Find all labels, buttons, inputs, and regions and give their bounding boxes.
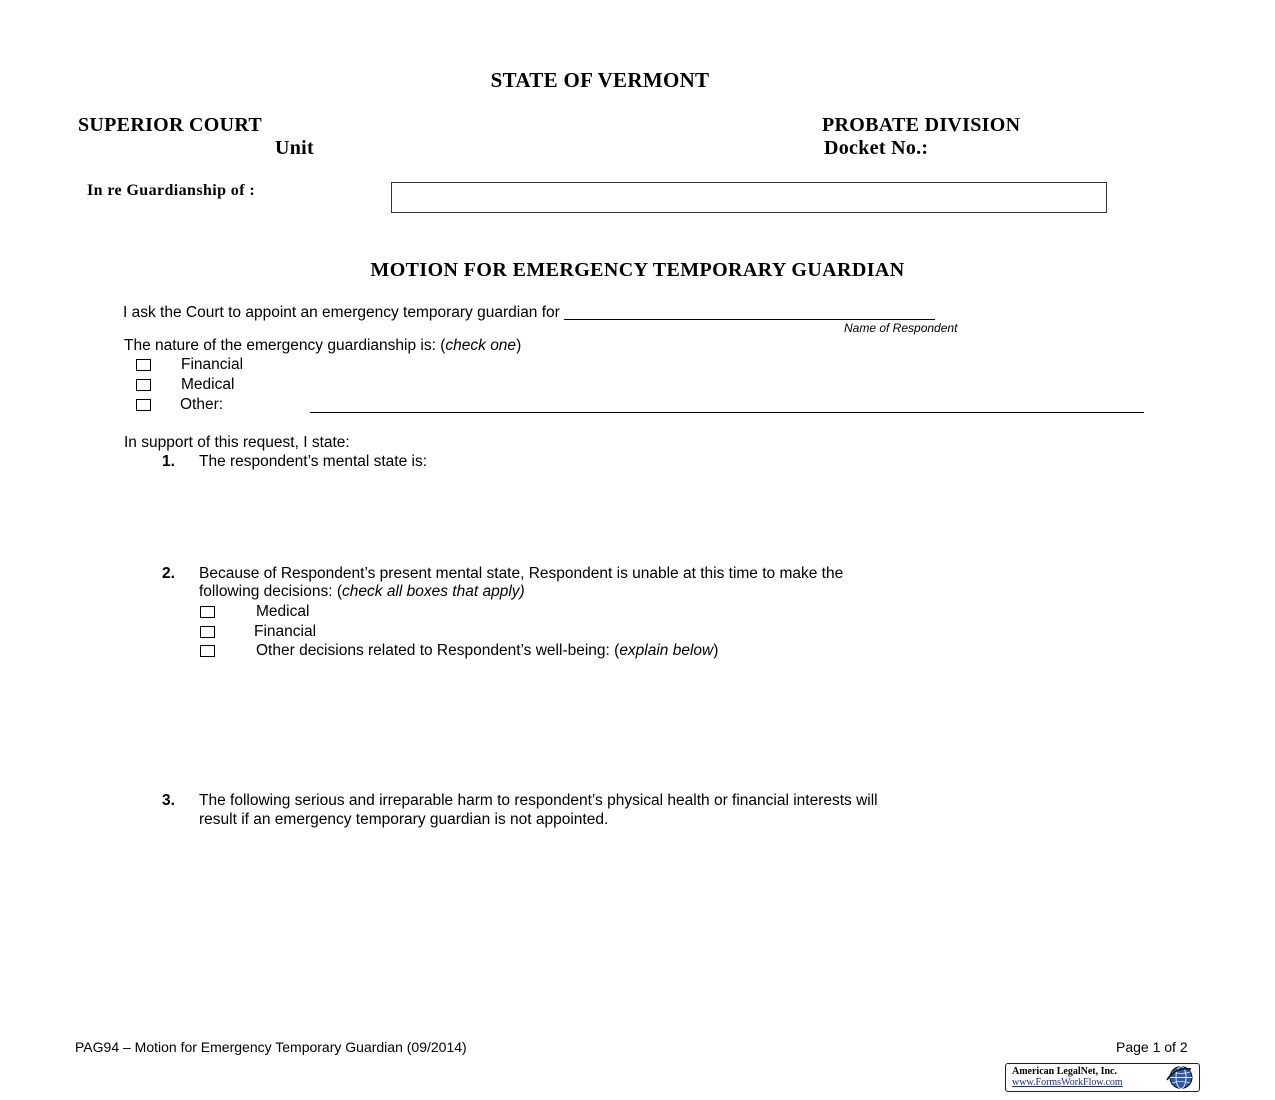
publisher-logo[interactable] <box>1005 1063 1200 1092</box>
item-2-number: 2. <box>162 565 175 582</box>
financial-option-label: Financial <box>181 356 244 373</box>
financial-checkbox[interactable] <box>136 359 151 371</box>
nature-hint: check one <box>445 337 517 354</box>
item-1-text: The respondent’s mental state is: <box>199 453 428 470</box>
decision-other-checkbox[interactable] <box>200 645 215 657</box>
nature-text: The nature of the emergency guardianship is: ( <box>124 337 446 354</box>
request-text <box>123 304 935 322</box>
publisher-name: American LegalNet, Inc. <box>1012 1066 1117 1077</box>
decision-other-close: ) <box>713 642 719 659</box>
item-2-line-2-text: following decisions: ( <box>199 583 343 600</box>
state-heading: STATE OF VERMONT <box>490 68 710 92</box>
page-number: Page 1 of 2 <box>1116 1039 1188 1055</box>
medical-option-label: Medical <box>181 376 235 393</box>
item-3-number: 3. <box>162 792 175 809</box>
decision-other-explain: explain below <box>619 642 714 659</box>
division-name: PROBATE DIVISION <box>822 114 1021 136</box>
request-sentence: I ask the Court to appoint an emergency temporary guardian for <box>123 304 560 321</box>
globe-icon <box>1163 1065 1197 1090</box>
other-option-label: Other: <box>180 396 224 413</box>
decision-medical-checkbox[interactable] <box>200 606 215 618</box>
respondent-name-blank[interactable]: ___________________________________________ <box>564 304 935 321</box>
decision-financial-label: Financial <box>254 623 317 640</box>
support-intro: In support of this request, I state: <box>124 434 350 451</box>
publisher-url[interactable]: www.FormsWorkFlow.com <box>1012 1077 1123 1088</box>
court-name: SUPERIOR COURT <box>78 114 263 136</box>
form-id-footer: PAG94 – Motion for Emergency Temporary Guardian (09/2014) <box>75 1039 467 1055</box>
decision-other-label <box>256 642 718 660</box>
nature-close: ) <box>516 337 522 354</box>
respondent-name-caption: Name of Respondent <box>844 321 958 335</box>
form-title: MOTION FOR EMERGENCY TEMPORARY GUARDIAN <box>370 259 905 281</box>
unit-label: Unit <box>275 137 314 159</box>
nature-question <box>124 337 521 355</box>
decision-medical-label: Medical <box>256 603 310 620</box>
item-3-line-2: result if an emergency temporary guardian is not appointed. <box>199 811 609 828</box>
medical-checkbox[interactable] <box>136 379 151 391</box>
other-checkbox[interactable] <box>136 399 151 411</box>
guardianship-label: In re Guardianship of : <box>87 182 256 199</box>
item-2-line-2 <box>199 583 525 601</box>
decision-financial-checkbox[interactable] <box>200 626 215 638</box>
item-1-number: 1. <box>162 453 175 470</box>
docket-label: Docket No.: <box>824 137 929 159</box>
item-3-line-1: The following serious and irreparable harm to respondent’s physical health or financial interests will <box>199 792 878 809</box>
other-explain-line[interactable] <box>310 412 1144 413</box>
decision-other-text: Other decisions related to Respondent’s well-being: ( <box>256 642 620 659</box>
item-2-hint: check all boxes that apply) <box>342 583 525 600</box>
guardianship-name-field[interactable] <box>391 182 1107 213</box>
item-2-line-1: Because of Respondent’s present mental state, Respondent is unable at this time to make the <box>199 565 844 582</box>
